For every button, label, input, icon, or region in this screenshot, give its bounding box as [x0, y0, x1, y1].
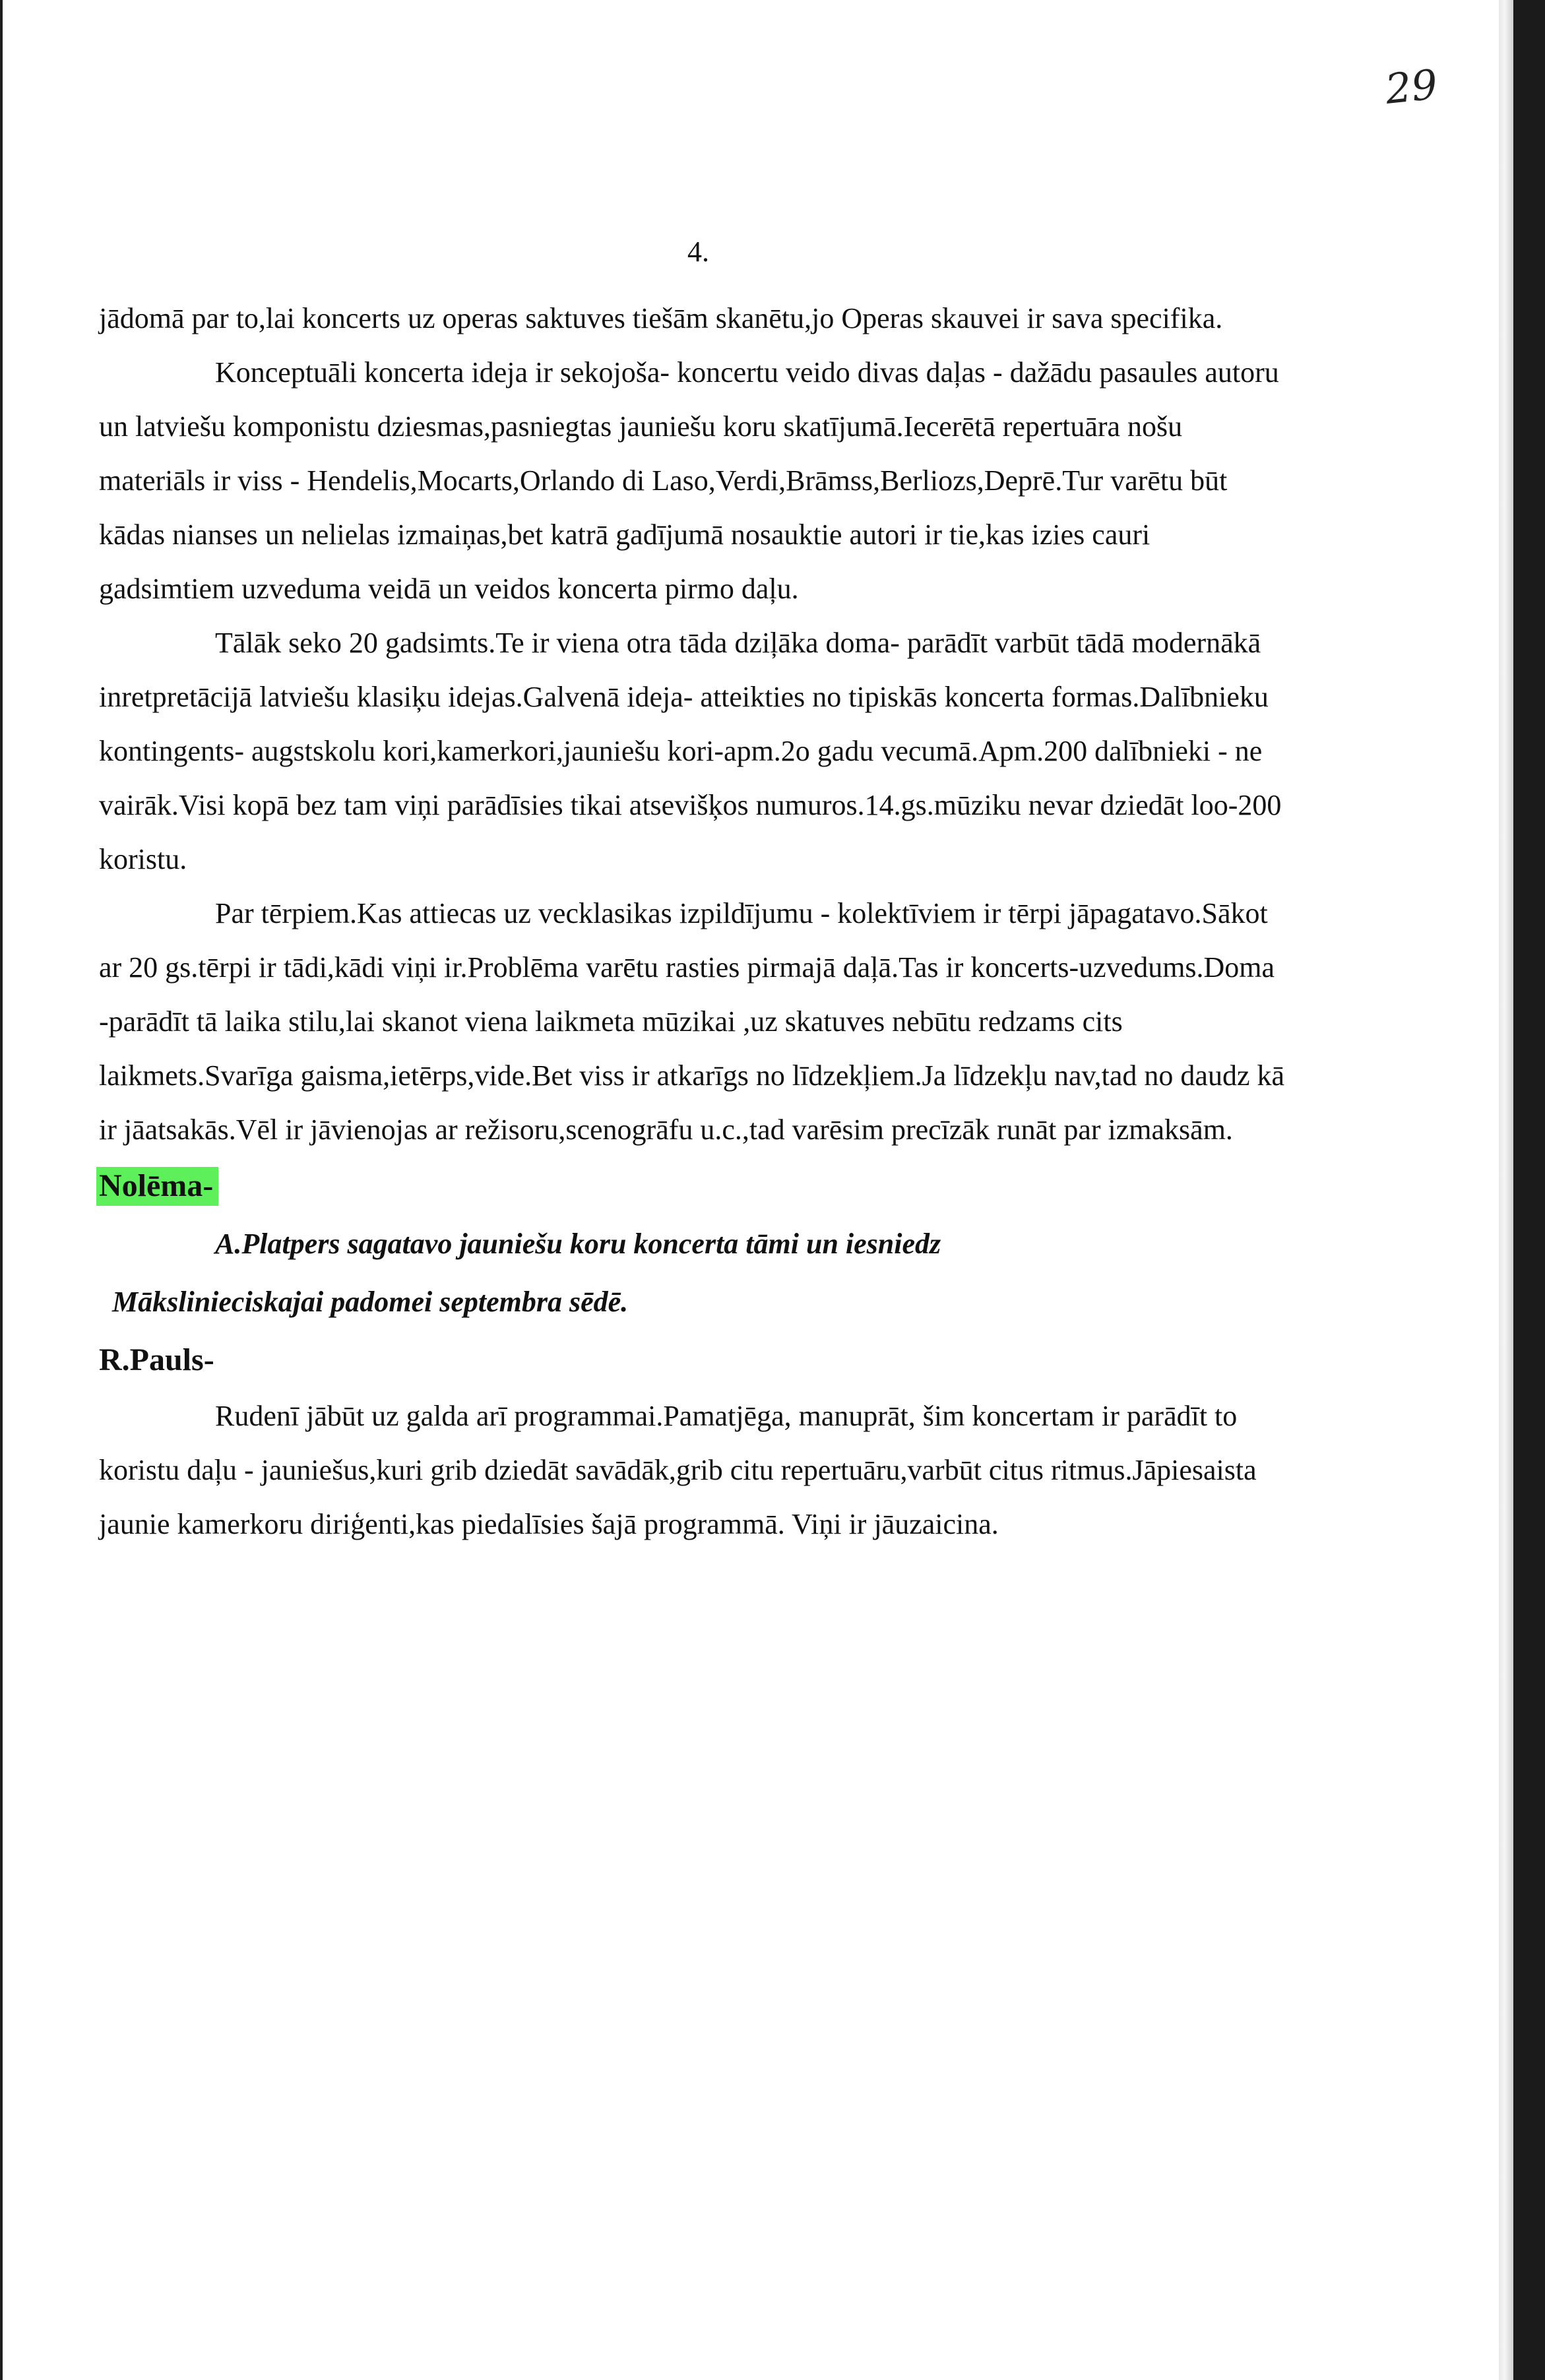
paper-edge [1499, 0, 1513, 2380]
paragraph-2: Konceptuāli koncerta ideja ir sekojoša- koncertu veido divas daļas - dažādu pasaules autoru un latviešu komponistu dziesmas,pasniegtas jauniešu koru skatījumā.Iecerētā repertuāra nošu materiāls ir viss - Hendelis,Mocarts,Orlando di Laso,Verdi,Brāmss,Berliozs,Deprē.Tur varētu būt kādas nianses un nelielas izmaiņas,bet katrā gadījumā nosauktie autori ir tie,kas izies cauri gadsimtiem uzveduma veidā un veidos koncerta pirmo daļu. [99, 356, 1279, 605]
decision-line-2: Mākslinieciskajai padomei septembra sēdē. [112, 1286, 629, 1318]
decision-heading [99, 1157, 1286, 1215]
speaker-heading: R.Pauls- [99, 1342, 214, 1377]
document-body [99, 292, 1286, 1551]
paragraph-3: Tālāk seko 20 gadsimts.Te ir viena otra tāda dziļāka doma- parādīt varbūt tādā modernākā inretpretācijā latviešu klasiķu idejas.Galvenā ideja- atteikties no tipiskās koncerta formas.Dalībnieku kontingents- augstskolu kori,kamerkori,jauniešu kori-apm.2o gadu vecumā.Apm.200 dalībnieki - ne vairāk.Visi kopā bez tam viņi parādīsies tikai atsevišķos numuros.14.gs.mūziku nevar dziedāt loo-200 koristu. [99, 627, 1282, 875]
decision-line-1: A.Platpers sagatavo jauniešu koru koncerta tāmi un iesniedz [215, 1228, 941, 1260]
scanner-background [1513, 0, 1545, 2380]
paragraph-1: jādomā par to,lai koncerts uz operas saktuves tiešām skanētu,jo Operas skauvei ir sava specifika. [99, 302, 1223, 334]
page-number: 4. [687, 235, 709, 268]
handwritten-page-number: 29 [1383, 60, 1440, 113]
speaker-paragraph: Rudenī jābūt uz galda arī programmai.Pamatjēga, manuprāt, šim koncertam ir parādīt to koristu daļu - jauniešus,kuri grib dziedāt savādāk,grib citu repertuāru,varbūt citus ritmus.Jāpiesaista jaunie kamerkoru diriģenti,kas piedalīsies šajā programmā. Viņi ir jāuzaicina. [99, 1400, 1257, 1540]
decision-heading-label: Nolēma- [96, 1167, 218, 1206]
paragraph-4: Par tērpiem.Kas attiecas uz vecklasikas izpildījumu - kolektīviem ir tērpi jāpagatavo.Sākot ar 20 gs.tērpi ir tādi,kādi viņi ir.Problēma varētu rasties pirmajā daļā.Tas ir koncerts-uzvedums.Doma -parādīt tā laika stilu,lai skanot viena laikmeta mūzikai ,uz skatuves nebūtu redzams cits laikmets.Svarīga gaisma,ietērps,vide.Bet viss ir atkarīgs no līdzekļiem.Ja līdzekļu nav,tad no daudz kā ir jāatsakās.Vēl ir jāvienojas ar režisoru,scenogrāfu u.c.,tad varēsim precīzāk runāt par izmaksām. [99, 897, 1284, 1146]
